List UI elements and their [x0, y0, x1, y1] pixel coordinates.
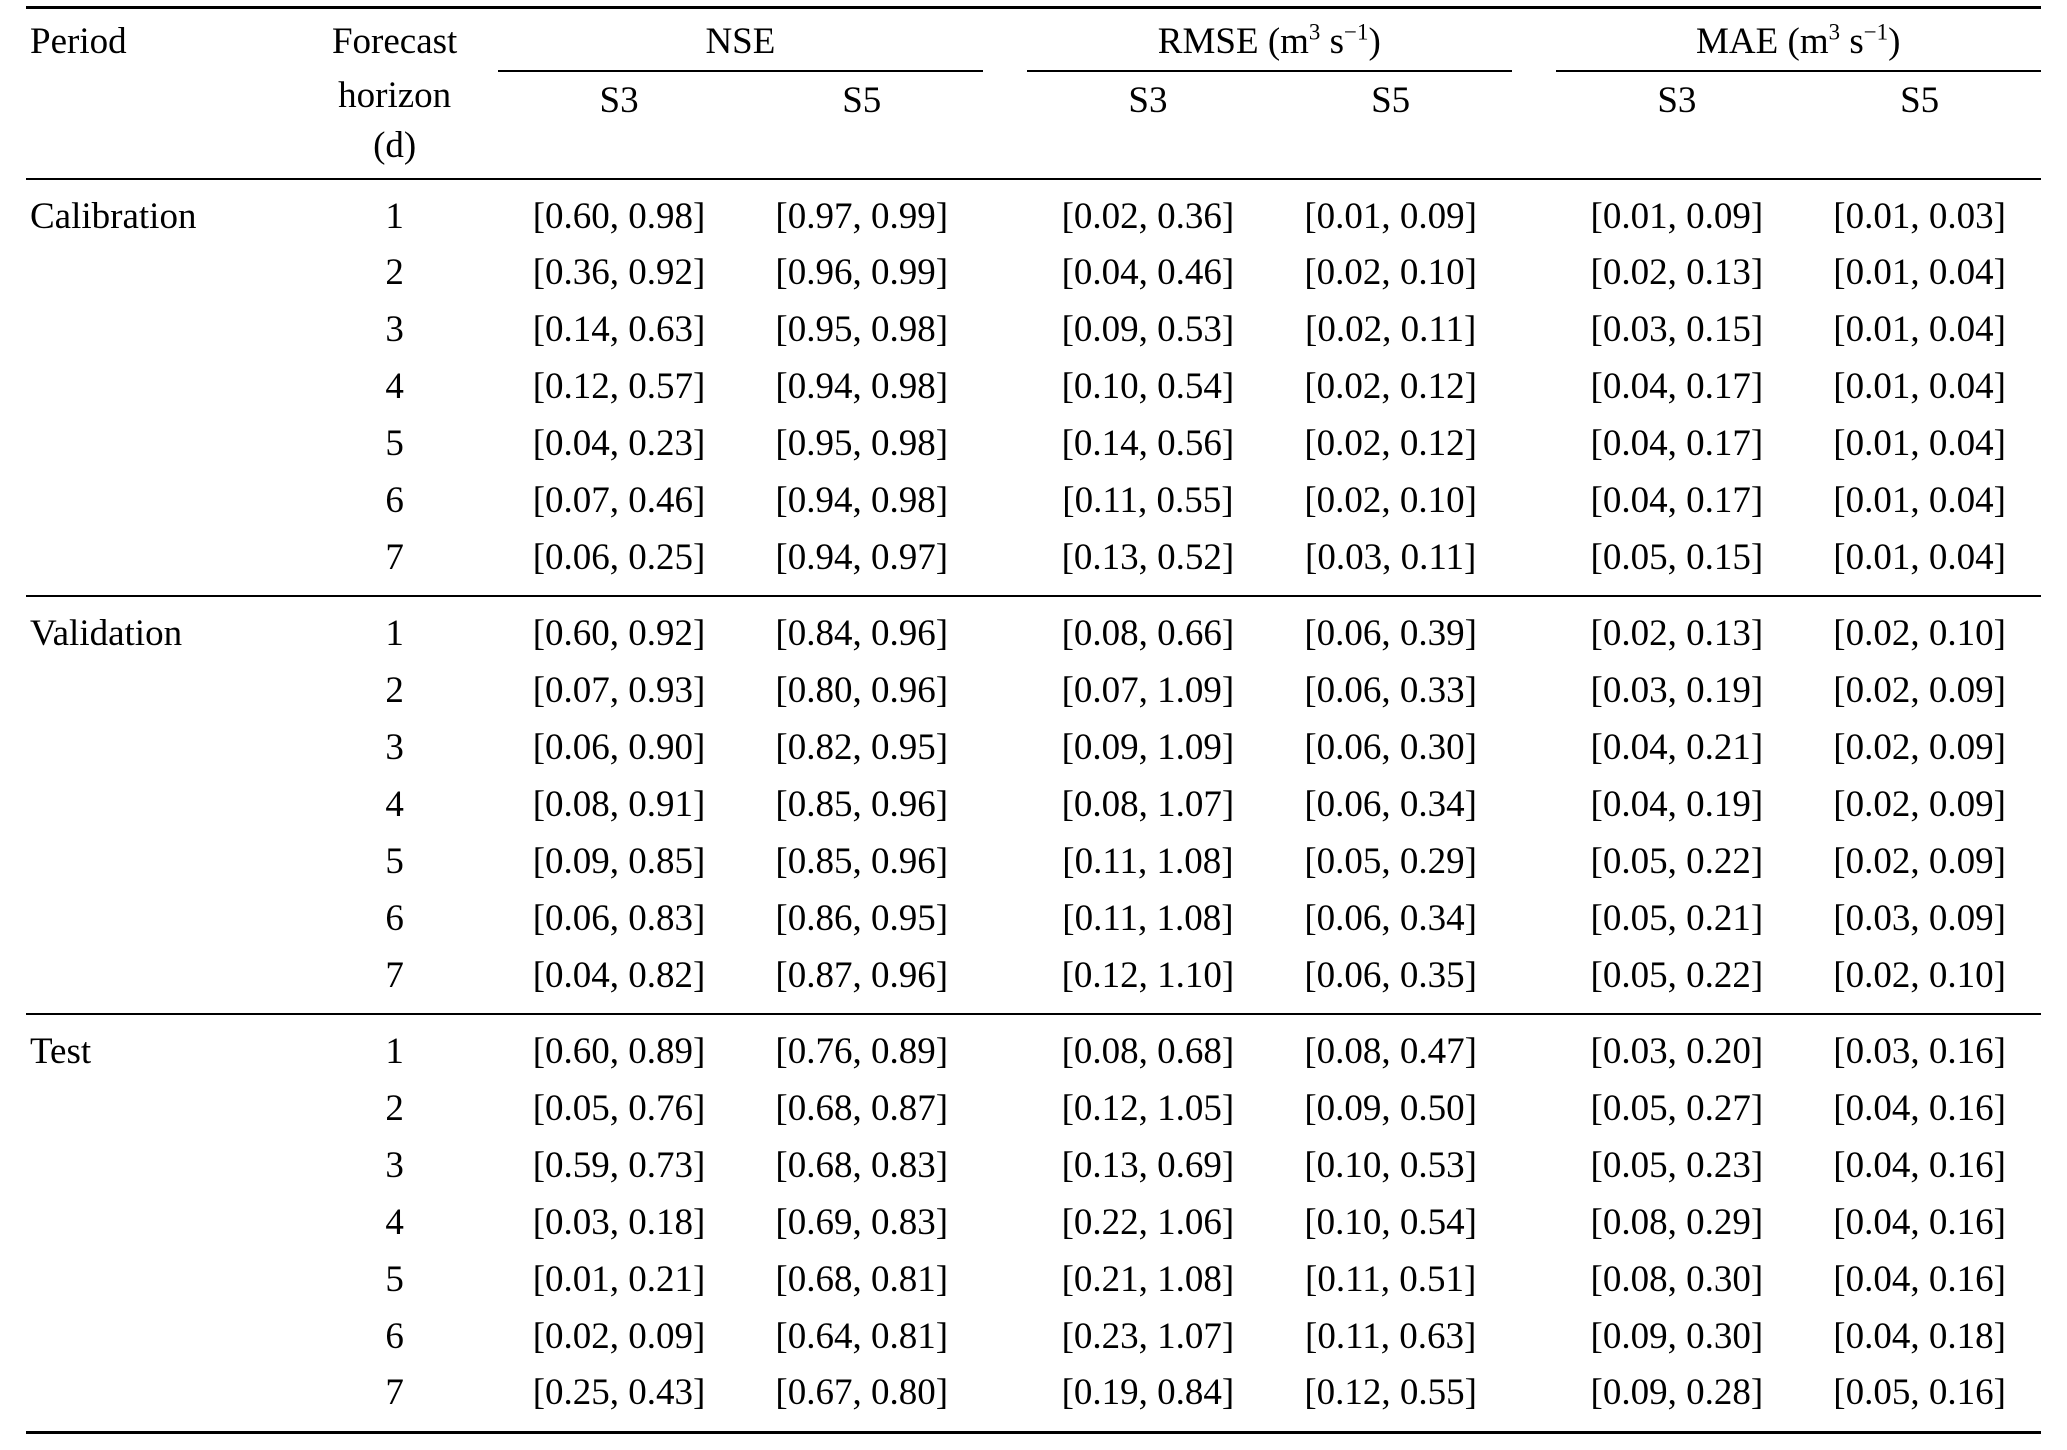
- cell-rmse-s5: [0.02, 0.12]: [1304, 366, 1477, 408]
- header-group-nse: [498, 8, 983, 68]
- horizon-cell: 4: [385, 1201, 404, 1243]
- cell-nse-s5: [0.84, 0.96]: [740, 596, 983, 663]
- cell-nse-s5: [0.96, 0.99]: [775, 252, 949, 294]
- bottom-rule-cell: [983, 1433, 1027, 1450]
- table-row: [26, 720, 2041, 777]
- cell-mae-s5: [0.01, 0.04]: [1833, 252, 2006, 294]
- header-group-nse-label: NSE: [705, 21, 776, 62]
- cell-rmse-s3: [0.13, 0.52]: [1061, 536, 1235, 578]
- table-row: [26, 891, 2041, 948]
- horizon-cell: 3: [385, 727, 404, 769]
- cell-spacer-1: [983, 359, 1027, 416]
- cell-mae-s5: [0.01, 0.04]: [1833, 422, 2006, 464]
- cell-mae-s5: [0.02, 0.09]: [1833, 727, 2006, 769]
- cell-rmse-s3: [0.12, 1.05]: [1061, 1088, 1235, 1130]
- header-spacer-2: [1512, 8, 1556, 68]
- cell-rmse-s3: [0.08, 0.66]: [1027, 596, 1270, 663]
- cell-spacer-2: [1512, 1195, 1556, 1252]
- cell-spacer-1: [983, 720, 1027, 777]
- horizon-cell: 5: [385, 840, 404, 882]
- cell-rmse-s5: [0.02, 0.10]: [1304, 252, 1477, 294]
- header-forecast-horizon-line1: Forecast: [292, 8, 498, 68]
- bottom-rule-cell: [1027, 1433, 1270, 1450]
- header-forecast-horizon-line2: horizon: [338, 74, 452, 116]
- cell-rmse-s3: [0.11, 1.08]: [1062, 897, 1234, 939]
- cell-mae-s5: [0.02, 0.10]: [1798, 596, 2041, 663]
- cell-spacer-1: [983, 1365, 1027, 1432]
- cell-nse-s5: [0.80, 0.96]: [775, 670, 949, 712]
- cell-mae-s3: [0.05, 0.23]: [1590, 1145, 1764, 1187]
- cell-nse-s5: [0.82, 0.95]: [775, 727, 949, 769]
- mae-unit-exp-m: 3: [1828, 19, 1841, 45]
- header-sub-blank-period: [26, 71, 292, 125]
- cell-rmse-s3: [0.10, 0.54]: [1061, 366, 1235, 408]
- cell-nse-s3: [0.07, 0.46]: [532, 479, 706, 521]
- bottom-rule-cell: [26, 1433, 292, 1450]
- bottom-rule-cell: [498, 1433, 741, 1450]
- cell-spacer-1: [983, 948, 1027, 1015]
- cell-nse-s3: [0.07, 0.93]: [532, 670, 706, 712]
- header-group-mae-unit: ($m^3$ $s^{-1}$): [1778, 19, 1901, 62]
- cell-mae-s3: [0.05, 0.15]: [1590, 536, 1764, 578]
- cell-rmse-s3: [0.14, 0.56]: [1061, 422, 1235, 464]
- cell-nse-s5: [0.87, 0.96]: [775, 954, 949, 996]
- cell-rmse-s5: [0.03, 0.11]: [1305, 536, 1477, 578]
- horizon-cell: 7: [385, 954, 404, 996]
- header-sub-spacer-2: [1512, 71, 1556, 125]
- cell-mae-s3: [0.05, 0.22]: [1590, 954, 1764, 996]
- cell-rmse-s3: [0.04, 0.46]: [1061, 252, 1235, 294]
- header-nse-s3: S3: [599, 79, 639, 121]
- rmse-unit-exp-s: −1: [1344, 19, 1369, 45]
- header-unit-blank-6: [1798, 125, 2041, 179]
- cell-spacer-1: [983, 473, 1027, 530]
- cell-mae-s5: [0.04, 0.16]: [1833, 1201, 2006, 1243]
- cell-rmse-s5: [0.02, 0.10]: [1304, 479, 1477, 521]
- horizon-cell: 2: [385, 1088, 404, 1130]
- cell-spacer-1: [983, 1309, 1027, 1366]
- cell-nse-s3: [0.02, 0.09]: [532, 1315, 706, 1357]
- cell-spacer-2: [1512, 302, 1556, 359]
- cell-rmse-s3: [0.08, 1.07]: [1061, 783, 1235, 825]
- header-mae-s3: S3: [1657, 79, 1697, 121]
- cell-spacer-1: [983, 891, 1027, 948]
- horizon-cell: 5: [385, 422, 404, 464]
- cell-nse-s5: [0.69, 0.83]: [775, 1201, 949, 1243]
- header-group-mae: [1556, 8, 2042, 68]
- header-unit-blank-4: [1269, 125, 1512, 179]
- header-rmse-s5: S5: [1371, 79, 1411, 121]
- cell-spacer-1: [983, 1195, 1027, 1252]
- cell-mae-s3: [0.04, 0.17]: [1590, 366, 1764, 408]
- cell-mae-s5: [0.03, 0.09]: [1833, 897, 2006, 939]
- cell-mae-s5: [0.02, 0.10]: [1833, 954, 2006, 996]
- cell-rmse-s3: [0.11, 0.55]: [1062, 479, 1234, 521]
- cell-spacer-2: [1512, 720, 1556, 777]
- cell-mae-s3: [0.05, 0.21]: [1590, 897, 1764, 939]
- header-unit-blank-5: [1556, 125, 1799, 179]
- bottom-rule-cell: [1512, 1433, 1556, 1450]
- cell-rmse-s5: [0.06, 0.34]: [1304, 897, 1477, 939]
- cell-mae-s3: [0.09, 0.28]: [1590, 1372, 1764, 1414]
- table-row: [26, 530, 2041, 597]
- cell-nse-s5: [0.76, 0.89]: [740, 1014, 983, 1081]
- cell-rmse-s3: [0.09, 0.53]: [1061, 309, 1235, 351]
- horizon-cell: 1: [292, 179, 498, 246]
- cell-mae-s5: [0.02, 0.09]: [1833, 840, 2006, 882]
- cell-mae-s3: [0.09, 0.30]: [1590, 1315, 1764, 1357]
- cell-nse-s5: [0.97, 0.99]: [740, 179, 983, 246]
- table-row: [26, 596, 2041, 663]
- cell-rmse-s3: [0.08, 0.68]: [1027, 1014, 1270, 1081]
- table-group-calibration: [26, 179, 2041, 597]
- cell-rmse-s3: [0.02, 0.36]: [1027, 179, 1270, 246]
- cell-rmse-s5: [0.06, 0.30]: [1304, 727, 1477, 769]
- mae-unit-exp-s: −1: [1863, 19, 1889, 45]
- cell-mae-s5: [0.04, 0.16]: [1833, 1258, 2006, 1300]
- cell-nse-s3: [0.06, 0.25]: [532, 536, 706, 578]
- horizon-cell: 7: [385, 1372, 404, 1414]
- header-group-mae-label: MAE: [1696, 21, 1779, 62]
- cell-mae-s3: [0.03, 0.20]: [1556, 1014, 1799, 1081]
- table-group-validation: [26, 596, 2041, 1014]
- header-unit-blank-2: [740, 125, 983, 179]
- cell-nse-s3: [0.36, 0.92]: [532, 252, 706, 294]
- horizon-cell: 1: [292, 596, 498, 663]
- cell-rmse-s3: [0.21, 1.08]: [1061, 1258, 1235, 1300]
- cell-mae-s5: [0.03, 0.16]: [1798, 1014, 2041, 1081]
- table-row: [26, 359, 2041, 416]
- cell-mae-s3: [0.05, 0.27]: [1590, 1088, 1764, 1130]
- cell-mae-s3: [0.08, 0.29]: [1590, 1201, 1764, 1243]
- table-bottom-rule: [26, 1433, 2041, 1450]
- cell-spacer-2: [1512, 1014, 1556, 1081]
- table-header: [26, 8, 2041, 179]
- cell-spacer-2: [1512, 359, 1556, 416]
- cell-mae-s3: [0.04, 0.17]: [1590, 479, 1764, 521]
- cell-nse-s5: [0.64, 0.81]: [775, 1315, 949, 1357]
- cell-rmse-s5: [0.10, 0.54]: [1304, 1201, 1477, 1243]
- cell-spacer-2: [1512, 891, 1556, 948]
- cell-nse-s5: [0.94, 0.98]: [775, 366, 949, 408]
- header-rmse-s3: S3: [1128, 79, 1168, 121]
- cell-spacer-2: [1512, 948, 1556, 1015]
- header-row-groups: [26, 8, 2041, 68]
- horizon-cell: 2: [385, 252, 404, 294]
- period-label-calibration: Calibration: [26, 179, 292, 597]
- table-row: [26, 1138, 2041, 1195]
- cell-nse-s3: [0.04, 0.82]: [532, 954, 706, 996]
- cell-nse-s5: [0.68, 0.83]: [775, 1145, 949, 1187]
- cell-spacer-2: [1512, 1252, 1556, 1309]
- horizon-cell: 5: [385, 1258, 404, 1300]
- cell-spacer-2: [1512, 1365, 1556, 1432]
- cell-spacer-2: [1512, 596, 1556, 663]
- header-row-sub: [26, 71, 2041, 125]
- cell-spacer-2: [1512, 663, 1556, 720]
- cell-nse-s3: [0.06, 0.83]: [532, 897, 706, 939]
- header-unit-blank-1: [498, 125, 741, 179]
- table-row: [26, 1195, 2041, 1252]
- cell-rmse-s3: [0.19, 0.84]: [1061, 1372, 1235, 1414]
- cell-spacer-2: [1512, 245, 1556, 302]
- cell-rmse-s3: [0.09, 1.09]: [1061, 727, 1235, 769]
- horizon-cell: 4: [385, 783, 404, 825]
- header-unit-spacer-1: [983, 125, 1027, 179]
- cell-nse-s5: [0.85, 0.96]: [775, 783, 949, 825]
- cell-spacer-2: [1512, 1309, 1556, 1366]
- cell-nse-s3: [0.25, 0.43]: [532, 1372, 706, 1414]
- cell-nse-s5: [0.94, 0.98]: [775, 479, 949, 521]
- cell-spacer-1: [983, 1138, 1027, 1195]
- cell-rmse-s3: [0.07, 1.09]: [1061, 670, 1235, 712]
- cell-mae-s5: [0.02, 0.09]: [1833, 783, 2006, 825]
- cell-nse-s3: [0.60, 0.98]: [498, 179, 741, 246]
- cell-rmse-s3: [0.11, 1.08]: [1062, 840, 1234, 882]
- cell-rmse-s3: [0.23, 1.07]: [1061, 1315, 1235, 1357]
- horizon-cell: 6: [385, 1315, 404, 1357]
- cell-spacer-2: [1512, 530, 1556, 597]
- cell-rmse-s3: [0.22, 1.06]: [1061, 1201, 1235, 1243]
- horizon-cell: 4: [385, 366, 404, 408]
- cell-mae-s3: [0.02, 0.13]: [1556, 596, 1799, 663]
- table-row: [26, 834, 2041, 891]
- cell-spacer-1: [983, 416, 1027, 473]
- metrics-table: [26, 6, 2041, 1450]
- period-label-test: Test: [26, 1014, 292, 1432]
- bottom-rule-cell: [292, 1433, 498, 1450]
- cell-mae-s3: [0.08, 0.30]: [1590, 1258, 1764, 1300]
- cell-nse-s5: [0.68, 0.87]: [775, 1088, 949, 1130]
- header-nse-s5: S5: [842, 79, 882, 121]
- cell-rmse-s5: [0.11, 0.51]: [1305, 1258, 1477, 1300]
- bottom-rule-cell: [1798, 1433, 2041, 1450]
- cell-nse-s3: [0.60, 0.89]: [498, 1014, 741, 1081]
- cell-spacer-2: [1512, 416, 1556, 473]
- cell-spacer-2: [1512, 834, 1556, 891]
- cell-nse-s5: [0.86, 0.95]: [775, 897, 949, 939]
- cell-spacer-1: [983, 245, 1027, 302]
- cell-mae-s5: [0.04, 0.16]: [1833, 1088, 2006, 1130]
- cell-spacer-2: [1512, 473, 1556, 530]
- header-row-unit: [26, 125, 2041, 179]
- horizon-cell: 6: [385, 479, 404, 521]
- period-label-validation: Validation: [26, 596, 292, 1014]
- cell-rmse-s5: [0.06, 0.33]: [1304, 670, 1477, 712]
- cell-rmse-s5: [0.12, 0.55]: [1304, 1372, 1477, 1414]
- cell-rmse-s5: [0.02, 0.11]: [1305, 309, 1477, 351]
- header-group-rmse-label: RMSE: [1157, 21, 1259, 62]
- horizon-cell: 1: [292, 1014, 498, 1081]
- cell-rmse-s5: [0.06, 0.35]: [1304, 954, 1477, 996]
- cell-nse-s3: [0.03, 0.18]: [532, 1201, 706, 1243]
- bottom-rule-cell: [740, 1433, 983, 1450]
- cell-nse-s3: [0.59, 0.73]: [532, 1145, 706, 1187]
- table-row: [26, 473, 2041, 530]
- rmse-unit-exp-m: 3: [1308, 19, 1321, 45]
- cell-mae-s5: [0.02, 0.09]: [1833, 670, 2006, 712]
- cell-mae-s5: [0.01, 0.04]: [1833, 366, 2006, 408]
- cell-rmse-s5: [0.02, 0.12]: [1304, 422, 1477, 464]
- cell-nse-s5: [0.85, 0.96]: [775, 840, 949, 882]
- bottom-rule-cell: [1556, 1433, 1799, 1450]
- cell-rmse-s3: [0.13, 0.69]: [1061, 1145, 1235, 1187]
- cell-mae-s3: [0.02, 0.13]: [1590, 252, 1764, 294]
- cell-rmse-s5: [0.08, 0.47]: [1269, 1014, 1512, 1081]
- table-row: [26, 1365, 2041, 1432]
- cell-mae-s3: [0.05, 0.22]: [1590, 840, 1764, 882]
- cell-nse-s3: [0.12, 0.57]: [532, 366, 706, 408]
- cell-spacer-1: [983, 1014, 1027, 1081]
- cell-mae-s3: [0.03, 0.15]: [1590, 309, 1764, 351]
- cell-spacer-1: [983, 834, 1027, 891]
- cell-nse-s5: [0.67, 0.80]: [775, 1372, 949, 1414]
- cell-mae-s5: [0.01, 0.04]: [1833, 479, 2006, 521]
- header-unit-spacer-2: [1512, 125, 1556, 179]
- cell-spacer-2: [1512, 777, 1556, 834]
- cell-rmse-s5: [0.10, 0.53]: [1304, 1145, 1477, 1187]
- table-row: [26, 1014, 2041, 1081]
- cell-nse-s3: [0.01, 0.21]: [532, 1258, 706, 1300]
- table-row: [26, 302, 2041, 359]
- cell-mae-s5: [0.01, 0.04]: [1833, 536, 2006, 578]
- cell-spacer-1: [983, 1081, 1027, 1138]
- cell-mae-s5: [0.01, 0.04]: [1833, 309, 2006, 351]
- cell-nse-s3: [0.14, 0.63]: [532, 309, 706, 351]
- cell-rmse-s5: [0.09, 0.50]: [1304, 1088, 1477, 1130]
- header-unit-blank-3: [1027, 125, 1270, 179]
- header-spacer-1: [983, 8, 1027, 68]
- horizon-cell: 6: [385, 897, 404, 939]
- cell-nse-s3: [0.60, 0.92]: [498, 596, 741, 663]
- header-mae-s5: S5: [1900, 79, 1940, 121]
- cell-mae-s5: [0.01, 0.03]: [1798, 179, 2041, 246]
- header-forecast-horizon-line3: (d): [373, 124, 417, 166]
- cell-mae-s3: [0.04, 0.19]: [1590, 783, 1764, 825]
- cell-nse-s3: [0.08, 0.91]: [532, 783, 706, 825]
- cell-spacer-2: [1512, 1081, 1556, 1138]
- cell-spacer-1: [983, 530, 1027, 597]
- cell-mae-s3: [0.03, 0.19]: [1590, 670, 1764, 712]
- table-row: [26, 948, 2041, 1015]
- cell-rmse-s5: [0.11, 0.63]: [1305, 1315, 1477, 1357]
- horizon-cell: 7: [385, 536, 404, 578]
- header-sub-spacer-1: [983, 71, 1027, 125]
- bottom-rule-cell: [1269, 1433, 1512, 1450]
- cell-nse-s5: [0.68, 0.81]: [775, 1258, 949, 1300]
- cell-rmse-s5: [0.05, 0.29]: [1304, 840, 1477, 882]
- cell-mae-s5: [0.05, 0.16]: [1833, 1372, 2006, 1414]
- cell-nse-s3: [0.05, 0.76]: [532, 1088, 706, 1130]
- table-row: [26, 1081, 2041, 1138]
- cell-spacer-2: [1512, 1138, 1556, 1195]
- table-row: [26, 245, 2041, 302]
- cell-spacer-1: [983, 302, 1027, 359]
- cell-nse-s5: [0.95, 0.98]: [775, 422, 949, 464]
- cell-nse-s3: [0.09, 0.85]: [532, 840, 706, 882]
- cell-nse-s3: [0.06, 0.90]: [532, 727, 706, 769]
- cell-spacer-1: [983, 596, 1027, 663]
- cell-rmse-s5: [0.06, 0.39]: [1269, 596, 1512, 663]
- cell-nse-s5: [0.95, 0.98]: [775, 309, 949, 351]
- header-group-rmse: [1027, 8, 1512, 68]
- table-row: [26, 416, 2041, 473]
- cell-spacer-1: [983, 1252, 1027, 1309]
- header-period: Period: [26, 8, 292, 68]
- cell-spacer-1: [983, 179, 1027, 246]
- table-row: [26, 179, 2041, 246]
- table-row: [26, 663, 2041, 720]
- cell-mae-s3: [0.01, 0.09]: [1556, 179, 1799, 246]
- cell-mae-s3: [0.04, 0.17]: [1590, 422, 1764, 464]
- cell-mae-s3: [0.04, 0.21]: [1590, 727, 1764, 769]
- table-row: [26, 1252, 2041, 1309]
- horizon-cell: 3: [385, 309, 404, 351]
- cell-rmse-s5: [0.06, 0.34]: [1304, 783, 1477, 825]
- cell-spacer-1: [983, 663, 1027, 720]
- header-group-rmse-unit: ($m^3$ $s^{-1}$): [1258, 19, 1381, 62]
- cell-spacer-1: [983, 777, 1027, 834]
- cell-rmse-s3: [0.12, 1.10]: [1061, 954, 1235, 996]
- cell-nse-s5: [0.94, 0.97]: [775, 536, 949, 578]
- header-unit-blank-period: [26, 125, 292, 179]
- cell-mae-s5: [0.04, 0.16]: [1833, 1145, 2006, 1187]
- cell-spacer-2: [1512, 179, 1556, 246]
- table-row: [26, 777, 2041, 834]
- horizon-cell: 2: [385, 670, 404, 712]
- table-row: [26, 1309, 2041, 1366]
- cell-mae-s5: [0.04, 0.18]: [1833, 1315, 2006, 1357]
- table-group-test: [26, 1014, 2041, 1450]
- cell-rmse-s5: [0.01, 0.09]: [1269, 179, 1512, 246]
- horizon-cell: 3: [385, 1145, 404, 1187]
- cell-nse-s3: [0.04, 0.23]: [532, 422, 706, 464]
